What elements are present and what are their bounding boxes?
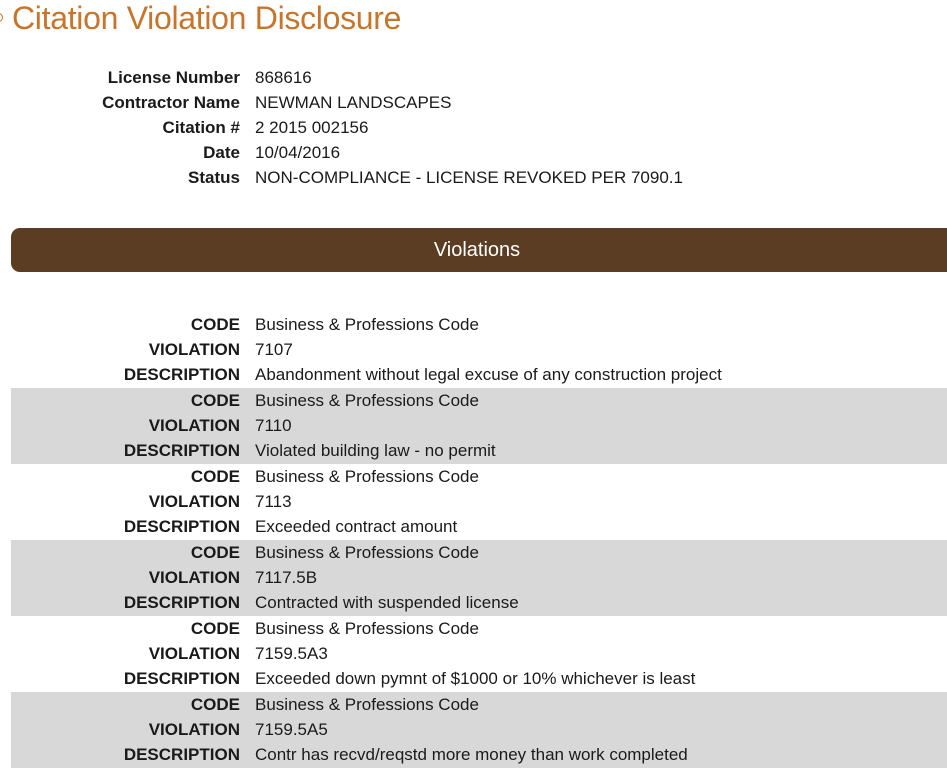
description-label: DESCRIPTION xyxy=(123,516,240,536)
code-label: CODE xyxy=(190,542,240,562)
violations-list xyxy=(11,312,947,768)
info-row-citation-number xyxy=(0,115,947,140)
code-label: CODE xyxy=(190,618,240,638)
violation-number-row xyxy=(0,565,947,590)
violation-description-row xyxy=(0,742,947,767)
violation-value: 7159.5A3 xyxy=(255,643,328,663)
violation-value: 7117.5B xyxy=(255,567,318,587)
info-row-status xyxy=(0,165,947,190)
description-value: Contracted with suspended license xyxy=(255,592,519,612)
violation-number-row xyxy=(0,489,947,514)
info-value: NON-COMPLIANCE - LICENSE REVOKED PER 7090.1 xyxy=(255,167,683,187)
violation-number-row xyxy=(0,641,947,666)
violation-item xyxy=(11,464,947,540)
citation-info xyxy=(0,65,947,190)
title-bullet-icon xyxy=(0,13,3,22)
code-value: Business & Professions Code xyxy=(255,542,479,562)
violation-item xyxy=(11,312,947,388)
violation-label: VIOLATION xyxy=(148,415,240,435)
description-value: Abandonment without legal excuse of any construction project xyxy=(255,364,722,384)
violation-description-row xyxy=(0,362,947,387)
violation-label: VIOLATION xyxy=(148,719,240,739)
info-value: 10/04/2016 xyxy=(255,142,341,162)
violation-item xyxy=(11,540,947,616)
violation-item xyxy=(11,616,947,692)
violation-code-row xyxy=(0,388,947,413)
code-value: Business & Professions Code xyxy=(255,466,479,486)
violation-value: 7110 xyxy=(255,415,292,435)
violation-number-row xyxy=(0,717,947,742)
violation-description-row xyxy=(0,666,947,691)
code-label: CODE xyxy=(190,694,240,714)
violation-code-row xyxy=(0,312,947,337)
violation-description-row xyxy=(0,438,947,463)
violation-number-row xyxy=(0,337,947,362)
violation-value: 7107 xyxy=(255,339,293,359)
info-label: Date xyxy=(203,142,240,162)
violation-number-row xyxy=(0,413,947,438)
code-value: Business & Professions Code xyxy=(255,314,479,334)
info-label: Status xyxy=(188,167,240,187)
violation-description-row xyxy=(0,590,947,615)
violation-label: VIOLATION xyxy=(148,567,240,587)
description-value: Exceeded down pymnt of $1000 or 10% whichever is least xyxy=(255,668,696,688)
violation-code-row xyxy=(0,464,947,489)
code-label: CODE xyxy=(190,314,240,334)
info-label: Contractor Name xyxy=(102,92,240,112)
violation-code-row xyxy=(0,692,947,717)
violation-item xyxy=(11,692,947,768)
info-row-license-number xyxy=(0,65,947,90)
info-label: License Number xyxy=(107,67,240,87)
info-value: NEWMAN LANDSCAPES xyxy=(255,92,452,112)
description-value: Exceeded contract amount xyxy=(255,516,458,536)
info-value: 868616 xyxy=(255,67,312,87)
info-value: 2 2015 002156 xyxy=(255,117,369,137)
violation-value: 7113 xyxy=(255,491,292,511)
info-label: Citation # xyxy=(162,117,240,137)
code-value: Business & Professions Code xyxy=(255,390,479,410)
violations-section-header xyxy=(11,228,947,272)
info-row-date xyxy=(0,140,947,165)
code-label: CODE xyxy=(190,466,240,486)
violation-label: VIOLATION xyxy=(148,643,240,663)
section-title: Violations xyxy=(433,238,521,261)
violation-item xyxy=(11,388,947,464)
violation-code-row xyxy=(0,540,947,565)
violation-value: 7159.5A5 xyxy=(255,719,328,739)
violation-description-row xyxy=(0,514,947,539)
code-label: CODE xyxy=(190,390,240,410)
info-row-contractor-name xyxy=(0,90,947,115)
page-title: Citation Violation Disclosure xyxy=(12,0,402,36)
description-label: DESCRIPTION xyxy=(123,592,240,612)
violation-label: VIOLATION xyxy=(148,491,240,511)
description-label: DESCRIPTION xyxy=(123,364,240,384)
code-value: Business & Professions Code xyxy=(255,694,479,714)
description-value: Violated building law - no permit xyxy=(255,440,496,460)
description-label: DESCRIPTION xyxy=(123,744,240,764)
violation-label: VIOLATION xyxy=(148,339,240,359)
description-value: Contr has recvd/reqstd more money than work completed xyxy=(255,744,688,764)
code-value: Business & Professions Code xyxy=(255,618,479,638)
description-label: DESCRIPTION xyxy=(123,440,240,460)
description-label: DESCRIPTION xyxy=(123,668,240,688)
violation-code-row xyxy=(0,616,947,641)
